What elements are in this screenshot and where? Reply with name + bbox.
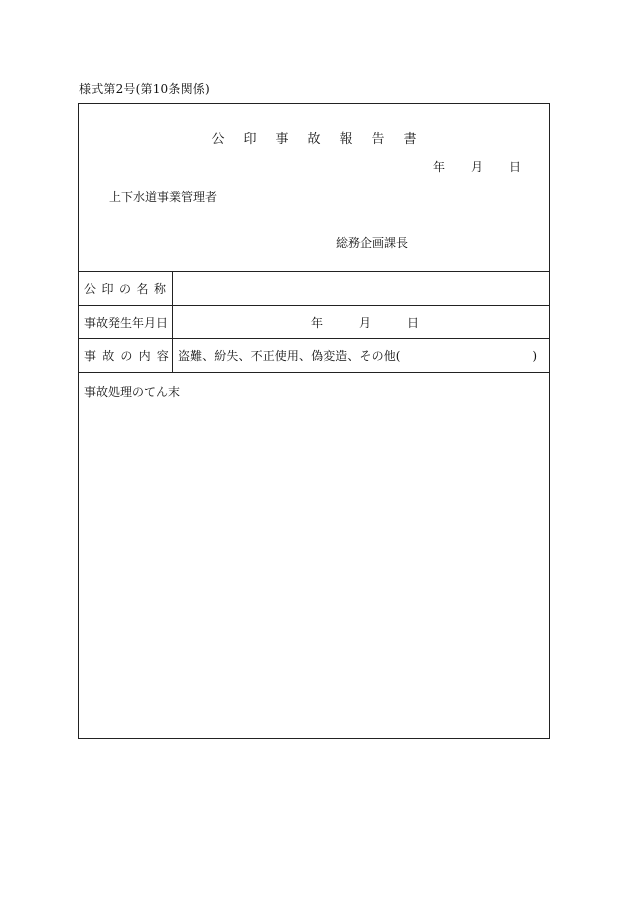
accident-types-text: 盗難、紛失、不正使用、偽変造、その他( bbox=[178, 349, 401, 363]
month-label: 月 bbox=[470, 160, 483, 174]
handling-label: 事故処理のてん末 bbox=[84, 385, 181, 399]
year-label: 年 bbox=[432, 160, 445, 174]
seal-name-field[interactable] bbox=[173, 272, 549, 305]
day-label: 日 bbox=[508, 160, 521, 174]
form-header bbox=[79, 104, 549, 272]
accident-details-field[interactable] bbox=[173, 339, 549, 372]
occurrence-date-label: 事故発生年月日 bbox=[79, 306, 173, 338]
report-date[interactable] bbox=[433, 158, 521, 175]
seal-name-row bbox=[79, 272, 549, 306]
issuer: 総務企画課長 bbox=[336, 236, 409, 250]
occurrence-date-value bbox=[311, 306, 419, 338]
accident-details-row bbox=[79, 339, 549, 373]
report-form bbox=[78, 103, 550, 739]
occurrence-date-row bbox=[79, 306, 549, 339]
seal-name-label: 公印の名称 bbox=[79, 272, 173, 305]
addressee: 上下水道事業管理者 bbox=[109, 190, 218, 204]
occurrence-day-label: 日 bbox=[407, 315, 420, 330]
occurrence-year-label: 年 bbox=[311, 315, 324, 330]
occurrence-month-label: 月 bbox=[359, 315, 372, 330]
accident-details-label: 事故の内容 bbox=[79, 339, 173, 372]
form-number: 様式第2号(第10条関係) bbox=[79, 82, 210, 96]
document-title: 公印事故報告書 bbox=[211, 132, 436, 147]
close-paren: ) bbox=[532, 348, 537, 363]
occurrence-date-field[interactable] bbox=[173, 306, 549, 338]
